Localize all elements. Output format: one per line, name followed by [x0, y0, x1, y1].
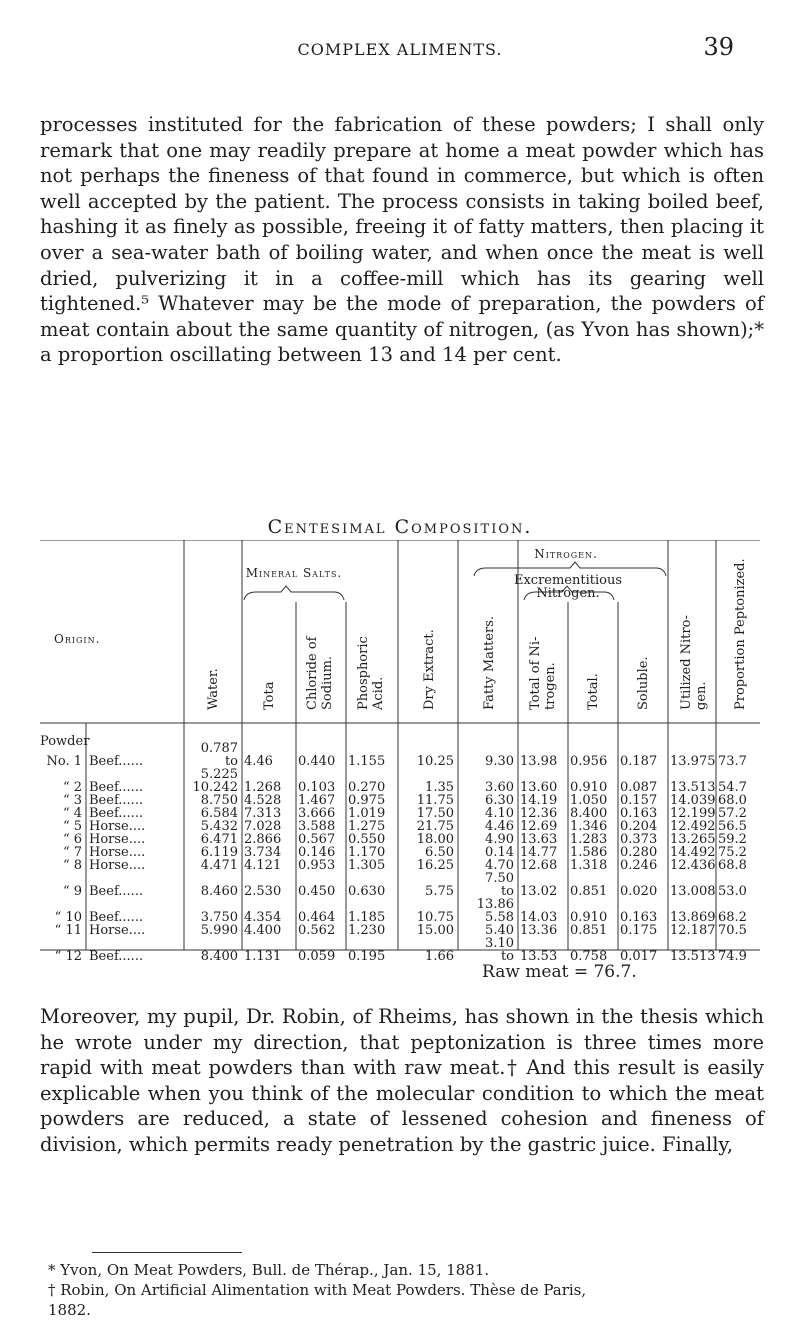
- cell-total-nitrogen: 12.36: [520, 806, 558, 821]
- peptonized-header: Proportion Peptonized.: [733, 558, 748, 710]
- cell-total-salts: 2.866: [244, 832, 282, 847]
- cell-phosphoric: 1.230: [348, 923, 386, 938]
- cell-fatty-matters: 3.60: [485, 780, 514, 795]
- cell-peptonized: 56.5: [718, 819, 747, 834]
- cell-utilized: 12.492: [670, 819, 716, 834]
- cell-fatty-matters: 6.30: [485, 793, 514, 808]
- mineral-salts-header: Mineral Salts.: [245, 566, 343, 580]
- total-nitrogen-header: Total of Ni-: [528, 636, 543, 710]
- cell-row-number: “ 2: [62, 780, 82, 795]
- cell-origin: Beef......: [89, 949, 144, 960]
- cell-phosphoric: 0.270: [348, 780, 386, 795]
- utilized-nitrogen-header: Utilized Nitro-: [679, 615, 694, 710]
- cell-chloride: 0.562: [298, 923, 336, 938]
- cell-fatty-matters: 4.10: [485, 806, 514, 821]
- cell-total-salts: 7.313: [244, 806, 282, 821]
- cell-total-salts: 4.400: [244, 923, 282, 938]
- table-title: Centesimal Composition.: [267, 516, 533, 538]
- water-header: Water.: [206, 668, 221, 710]
- cell-fatty-matters: 0.14: [485, 845, 514, 860]
- cell-row-number: “ 10: [54, 910, 82, 925]
- cell-peptonized: 53.0: [718, 884, 747, 899]
- cell-phosphoric: 1.305: [348, 858, 386, 873]
- cell-origin: Beef......: [89, 780, 144, 795]
- cell-total-nitrogen: 14.19: [520, 793, 558, 808]
- cell-chloride: 0.146: [298, 845, 336, 860]
- cell-water: 5.990: [200, 923, 238, 938]
- cell-water: 8.460: [200, 884, 238, 899]
- cell-total-nitrogen: 14.03: [520, 910, 558, 925]
- cell-water: 5.225: [200, 767, 238, 782]
- cell-peptonized: 68.2: [718, 910, 747, 925]
- cell-origin: Beef......: [89, 884, 144, 899]
- cell-exc-soluble: 0.087: [620, 780, 658, 795]
- cell-exc-total: 0.910: [570, 780, 608, 795]
- cell-chloride: 0.103: [298, 780, 336, 795]
- cell-row-number: “ 12: [54, 949, 82, 960]
- cell-utilized: 13.513: [670, 949, 716, 960]
- cell-origin: Horse....: [89, 858, 146, 873]
- cell-utilized: 13.869: [670, 910, 716, 925]
- cell-dry-extract: 10.25: [416, 754, 454, 769]
- cell-chloride: 3.588: [298, 819, 336, 834]
- cell-exc-soluble: 0.175: [620, 923, 658, 938]
- cell-peptonized: 54.7: [718, 780, 747, 795]
- cell-phosphoric: 1.185: [348, 910, 386, 925]
- cell-row-number: “ 4: [62, 806, 82, 821]
- phosphoric-header-line2: Acid.: [371, 676, 386, 710]
- cell-utilized: 14.492: [670, 845, 716, 860]
- cell-origin: Beef......: [89, 754, 144, 769]
- cell-water: 6.584: [200, 806, 238, 821]
- cell-water: 4.471: [200, 858, 238, 873]
- cell-water: 0.787: [200, 741, 238, 756]
- cell-fatty-matters: 13.86: [476, 897, 514, 912]
- cell-fatty-matters: 7.50: [485, 871, 514, 886]
- page-number: 39: [703, 33, 734, 61]
- paragraph-intro: processes instituted for the fabrication of these powders; I shall only remark that one may readily prepare at home a meat powder which has not perhaps the fineness of that found in commerce, but which is often well accepted by the patient. The process consists in taking boiled beef, hashing it as finely as possible, freeing it of fatty matters, then placing it over a sea-water bath of boiling water, and when once the meat is well dried, pulverizing it in a coffee-mill which has its gearing well tightened.⁵ Whatever may be the mode of preparation, the powders of meat contain about the same quantity of nitrogen, (as Yvon has shown);* a proportion oscillating between 13 and 14 per cent.: [40, 113, 764, 367]
- cell-exc-soluble: 0.163: [620, 910, 658, 925]
- cell-chloride: 3.666: [298, 806, 336, 821]
- chloride-header: Chloride of: [305, 636, 320, 710]
- cell-exc-total: 0.851: [570, 884, 608, 899]
- cell-total-salts: 7.028: [244, 819, 282, 834]
- powder-label: Powder: [40, 734, 90, 749]
- footnote-rule: [92, 1252, 242, 1253]
- cell-row-number: “ 7: [62, 845, 82, 860]
- raw-meat-note: Raw meat = 76.7.: [482, 962, 637, 982]
- cell-dry-extract: 15.00: [416, 923, 454, 938]
- cell-fatty-matters: 4.46: [485, 819, 514, 834]
- table-row: [55, 923, 747, 938]
- footnote-yvon: * Yvon, On Meat Powders, Bull. de Thérap., Jan. 15, 1881.: [48, 1261, 490, 1279]
- brace-mineral-salts: [244, 586, 344, 600]
- cell-exc-total: 1.346: [570, 819, 608, 834]
- excrementitious-header-line2: Nitrogen.: [536, 586, 600, 601]
- exc-total-header: Total.: [586, 673, 601, 710]
- cell-total-nitrogen: 13.60: [520, 780, 558, 795]
- origin-header: Origin.: [54, 632, 101, 646]
- cell-total-nitrogen: 13.53: [520, 949, 558, 960]
- cell-origin: Horse....: [89, 819, 146, 834]
- cell-origin: Horse....: [89, 832, 146, 847]
- cell-exc-total: 1.318: [570, 858, 608, 873]
- cell-exc-soluble: 0.017: [620, 949, 658, 960]
- cell-peptonized: 75.2: [718, 845, 747, 860]
- cell-total-nitrogen: 12.68: [520, 858, 558, 873]
- cell-exc-total: 8.400: [570, 806, 608, 821]
- cell-row-number: “ 9: [62, 884, 82, 899]
- cell-water: 5.432: [200, 819, 238, 834]
- cell-fatty-matters: 4.90: [485, 832, 514, 847]
- utilized-nitrogen-header-line2: gen.: [694, 681, 709, 710]
- cell-total-nitrogen: 13.36: [520, 923, 558, 938]
- cell-phosphoric: 1.170: [348, 845, 386, 860]
- cell-phosphoric: 0.630: [348, 884, 386, 899]
- cell-peptonized: 59.2: [718, 832, 747, 847]
- table-row: [55, 936, 747, 960]
- cell-fatty-matters: 5.40: [485, 923, 514, 938]
- running-header: COMPLEX ALIMENTS.: [297, 40, 503, 59]
- total-nitrogen-header-line2: trogen.: [543, 662, 558, 710]
- phosphoric-header: Phosphoric: [356, 636, 371, 710]
- cell-exc-total: 1.586: [570, 845, 608, 860]
- cell-fatty-matters: 5.58: [485, 910, 514, 925]
- cell-origin: Beef......: [89, 793, 144, 808]
- cell-chloride: 0.953: [298, 858, 336, 873]
- cell-utilized: 12.199: [670, 806, 716, 821]
- cell-dry-extract: 5.75: [425, 884, 454, 899]
- cell-total-salts: 4.46: [244, 754, 273, 769]
- cell-row-number: “ 8: [62, 858, 82, 873]
- cell-row-number: “ 11: [54, 923, 82, 938]
- cell-phosphoric: 1.155: [348, 754, 386, 769]
- cell-total-salts: 4.354: [244, 910, 282, 925]
- cell-phosphoric: 0.195: [348, 949, 386, 960]
- cell-peptonized: 57.2: [718, 806, 747, 821]
- cell-chloride: 0.450: [298, 884, 336, 899]
- cell-dry-extract: 21.75: [416, 819, 454, 834]
- cell-phosphoric: 1.275: [348, 819, 386, 834]
- cell-exc-soluble: 0.163: [620, 806, 658, 821]
- cell-utilized: 14.039: [670, 793, 716, 808]
- cell-exc-soluble: 0.020: [620, 884, 658, 899]
- cell-total-salts: 2.530: [244, 884, 282, 899]
- cell-total-salts: 1.268: [244, 780, 282, 795]
- cell-exc-total: 0.910: [570, 910, 608, 925]
- cell-utilized: 12.436: [670, 858, 716, 873]
- cell-water: to: [224, 754, 238, 769]
- cell-chloride: 0.059: [298, 949, 336, 960]
- cell-exc-soluble: 0.373: [620, 832, 658, 847]
- cell-water: 6.119: [200, 845, 238, 860]
- cell-peptonized: 70.5: [718, 923, 747, 938]
- cell-row-number: “ 3: [62, 793, 82, 808]
- cell-utilized: 13.008: [670, 884, 716, 899]
- cell-chloride: 0.440: [298, 754, 336, 769]
- table-row: [46, 741, 746, 782]
- cell-fatty-matters: to: [500, 884, 514, 899]
- cell-water: 8.400: [200, 949, 238, 960]
- cell-row-number: “ 6: [62, 832, 82, 847]
- footnote-robin-year: 1882.: [48, 1301, 91, 1319]
- fatty-matters-header: Fatty Matters.: [482, 615, 497, 710]
- cell-water: 8.750: [200, 793, 238, 808]
- chloride-header-line2: Sodium.: [320, 655, 335, 710]
- cell-origin: Horse....: [89, 923, 146, 938]
- cell-dry-extract: 16.25: [416, 858, 454, 873]
- cell-exc-total: 0.851: [570, 923, 608, 938]
- cell-total-nitrogen: 13.02: [520, 884, 558, 899]
- cell-dry-extract: 6.50: [425, 845, 454, 860]
- cell-utilized: 12.187: [670, 923, 716, 938]
- cell-fatty-matters: 4.70: [485, 858, 514, 873]
- salts-total-header: Tota: [262, 681, 277, 710]
- paragraph-peptonization: Moreover, my pupil, Dr. Robin, of Rheims, has shown in the thesis which he wrote under my direction, that peptonization is three times more rapid with meat powders than with raw meat.† And this result is easily explicable when you think of the molecular condition to which the meat powders are reduced, a state of lessened cohesion and fineness of division, which permits ready penetration by the gastric juice. Finally,: [40, 1005, 764, 1156]
- dry-extract-header: Dry Extract.: [422, 629, 437, 710]
- cell-utilized: 13.513: [670, 780, 716, 795]
- cell-dry-extract: 17.50: [416, 806, 454, 821]
- cell-water: 6.471: [200, 832, 238, 847]
- cell-peptonized: 73.7: [718, 754, 747, 769]
- cell-exc-soluble: 0.187: [620, 754, 658, 769]
- cell-total-nitrogen: 13.98: [520, 754, 558, 769]
- cell-water: 3.750: [200, 910, 238, 925]
- cell-phosphoric: 0.975: [348, 793, 386, 808]
- cell-total-salts: 1.131: [244, 949, 282, 960]
- cell-exc-total: 0.956: [570, 754, 608, 769]
- cell-water: 10.242: [192, 780, 238, 795]
- cell-total-salts: 3.734: [244, 845, 282, 860]
- cell-dry-extract: 18.00: [416, 832, 454, 847]
- cell-total-salts: 4.528: [244, 793, 282, 808]
- cell-exc-soluble: 0.157: [620, 793, 658, 808]
- table-body: [40, 734, 747, 960]
- footnote-robin: † Robin, On Artificial Alimentation with Meat Powders. Thèse de Paris,: [48, 1281, 587, 1299]
- cell-total-salts: 4.121: [244, 858, 282, 873]
- cell-utilized: 13.265: [670, 832, 716, 847]
- cell-total-nitrogen: 13.63: [520, 832, 558, 847]
- table-row: [63, 871, 747, 912]
- cell-fatty-matters: to: [500, 949, 514, 960]
- cell-utilized: 13.975: [670, 754, 716, 769]
- excrementitious-header: Excrementitious: [513, 573, 623, 588]
- table-headers: [54, 547, 748, 711]
- cell-chloride: 0.464: [298, 910, 336, 925]
- cell-exc-soluble: 0.280: [620, 845, 658, 860]
- cell-dry-extract: 11.75: [416, 793, 454, 808]
- composition-table: [0, 540, 800, 960]
- cell-origin: Beef......: [89, 910, 144, 925]
- cell-phosphoric: 1.019: [348, 806, 386, 821]
- cell-exc-soluble: 0.246: [620, 858, 658, 873]
- cell-fatty-matters: 3.10: [485, 936, 514, 951]
- cell-total-nitrogen: 14.77: [520, 845, 558, 860]
- cell-peptonized: 74.9: [718, 949, 747, 960]
- cell-total-nitrogen: 12.69: [520, 819, 558, 834]
- nitrogen-header: Nitrogen.: [534, 547, 598, 561]
- cell-origin: Beef......: [89, 806, 144, 821]
- cell-dry-extract: 1.66: [425, 949, 454, 960]
- cell-dry-extract: 1.35: [425, 780, 454, 795]
- cell-exc-soluble: 0.204: [620, 819, 658, 834]
- exc-soluble-header: Soluble.: [636, 656, 651, 710]
- cell-chloride: 1.467: [298, 793, 336, 808]
- cell-row-number: “ 5: [62, 819, 82, 834]
- cell-exc-total: 0.758: [570, 949, 608, 960]
- table-row: [63, 858, 747, 873]
- cell-row-number: No. 1: [46, 754, 82, 769]
- cell-peptonized: 68.8: [718, 858, 747, 873]
- cell-dry-extract: 10.75: [416, 910, 454, 925]
- cell-exc-total: 1.283: [570, 832, 608, 847]
- cell-exc-total: 1.050: [570, 793, 608, 808]
- cell-fatty-matters: 9.30: [485, 754, 514, 769]
- cell-chloride: 0.567: [298, 832, 336, 847]
- cell-phosphoric: 0.550: [348, 832, 386, 847]
- cell-peptonized: 68.0: [718, 793, 747, 808]
- cell-origin: Horse....: [89, 845, 146, 860]
